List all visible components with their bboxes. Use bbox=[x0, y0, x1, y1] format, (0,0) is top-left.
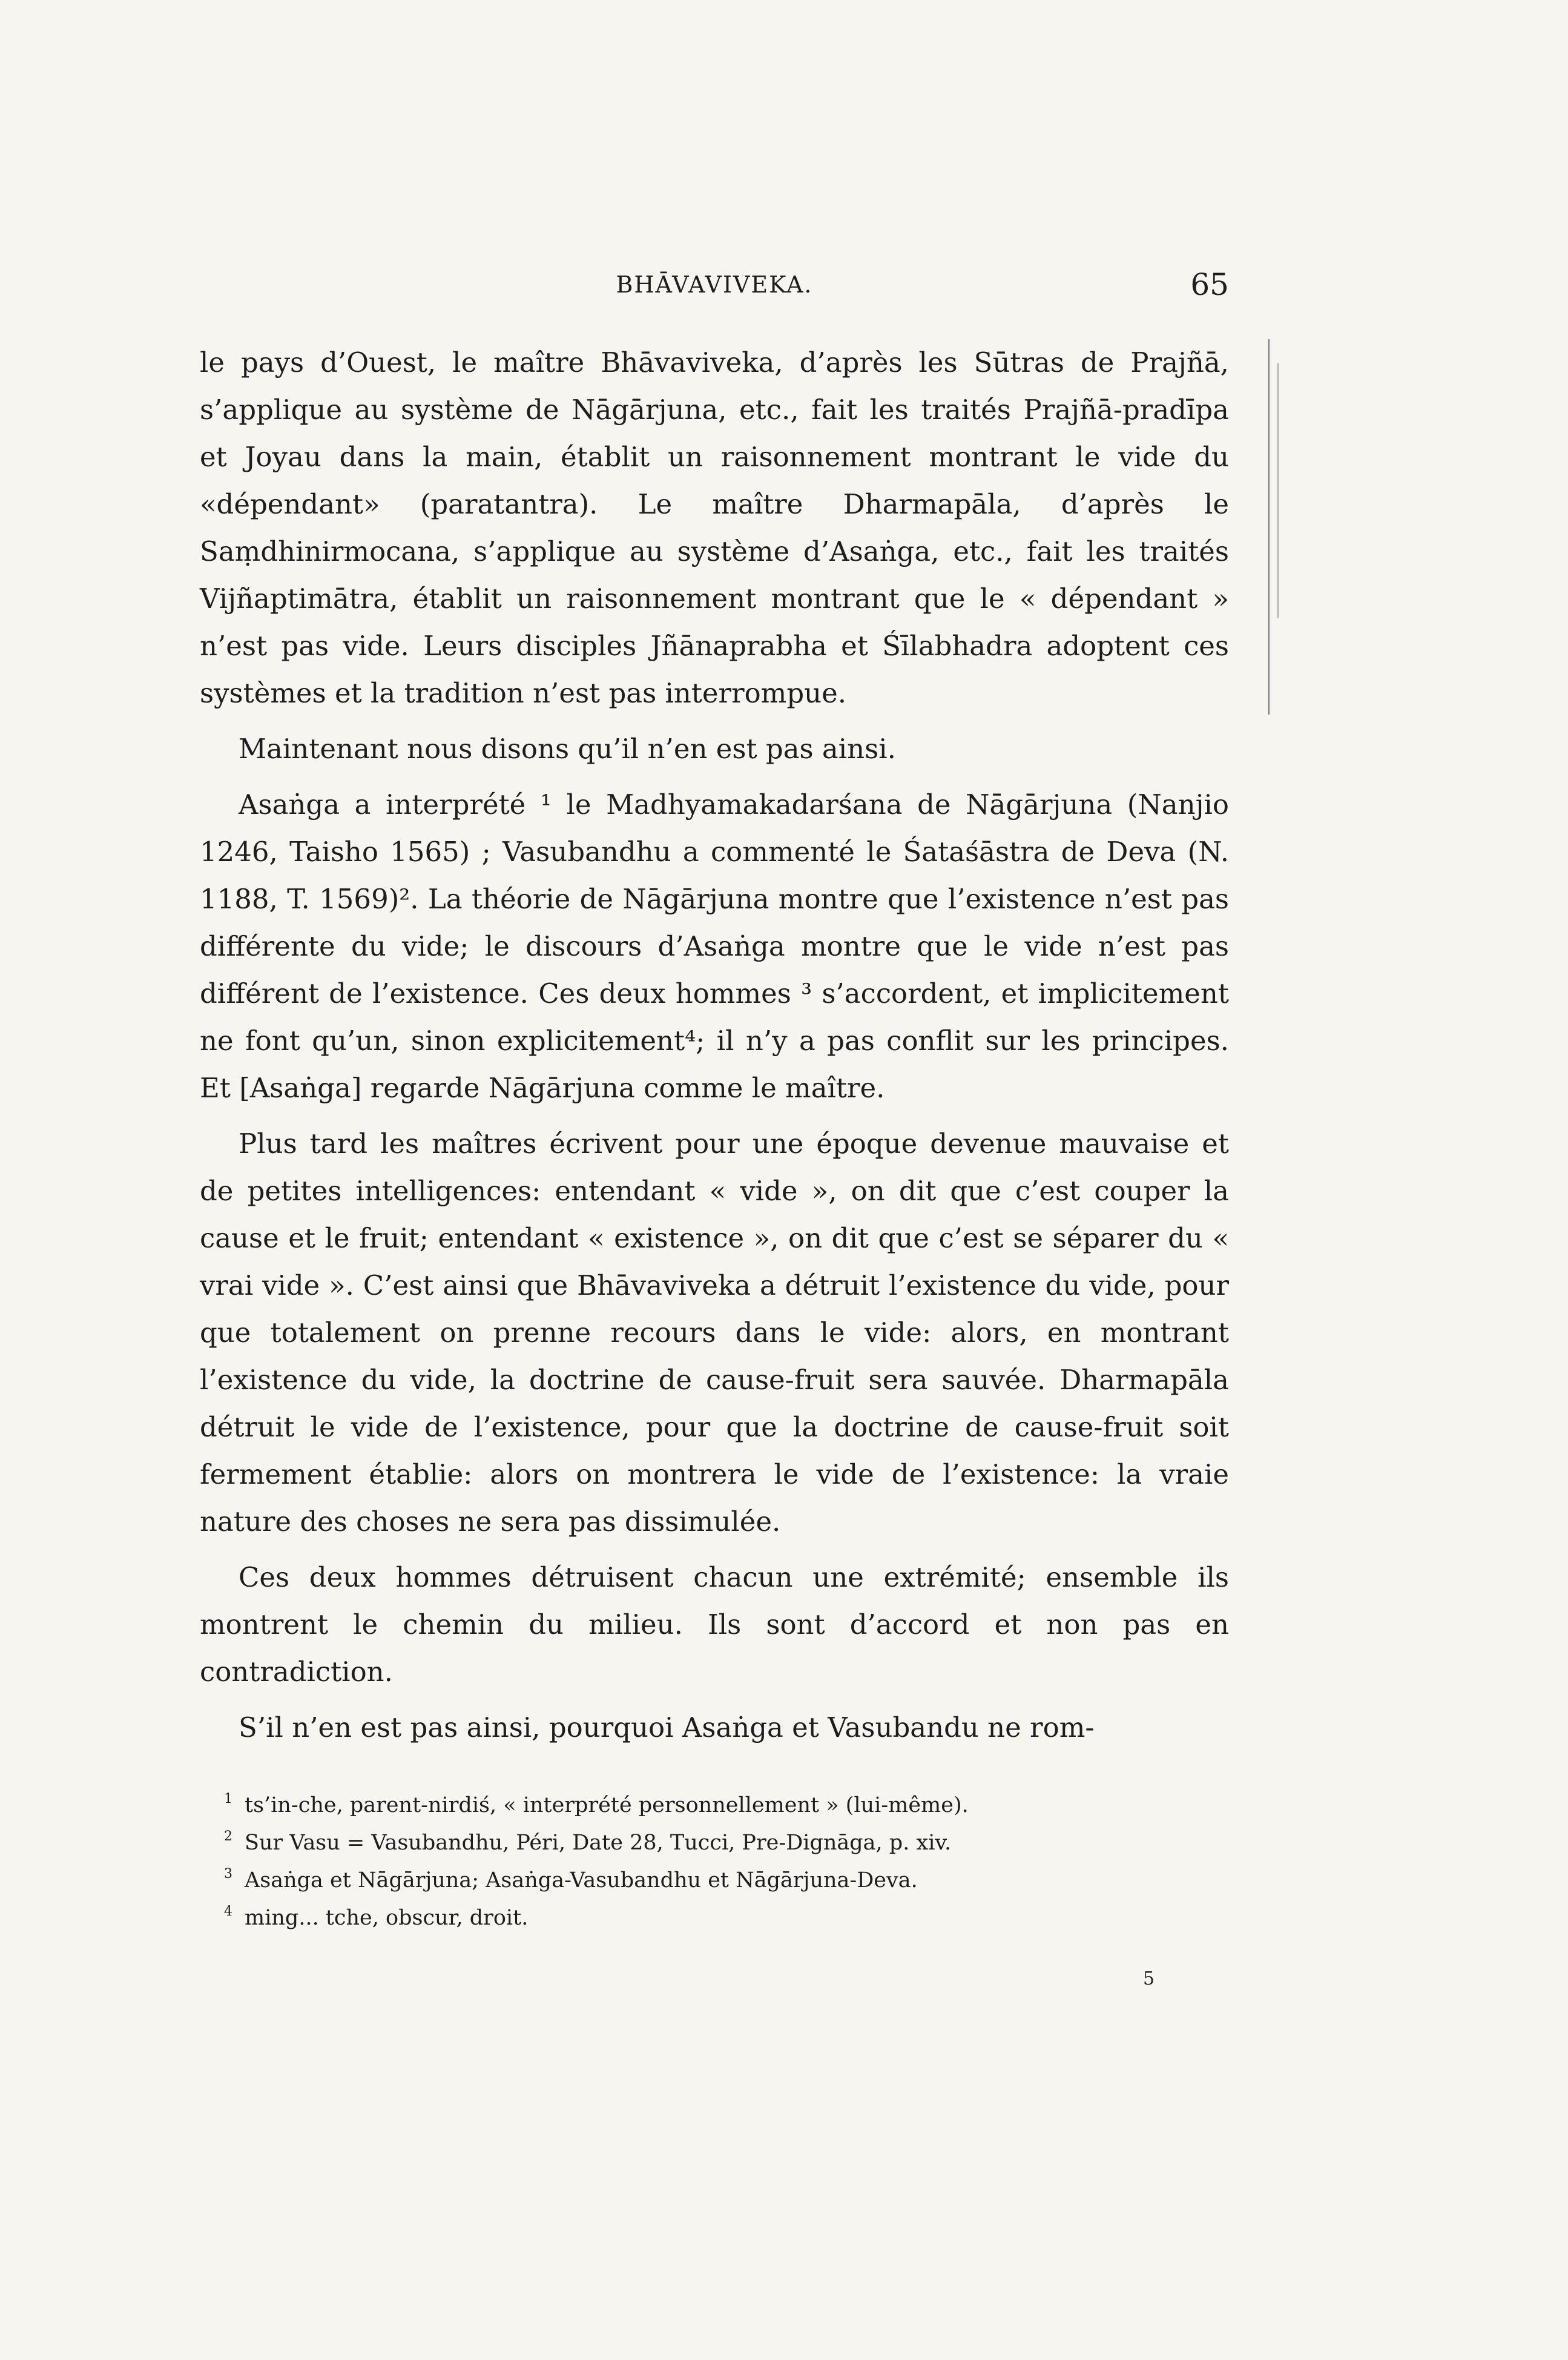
footnote-4 bbox=[224, 1899, 1217, 1937]
margin-mark bbox=[1268, 339, 1270, 715]
paragraph-2: Maintenant nous disons qu’il n’en est pas ainsi. bbox=[239, 733, 896, 765]
margin-mark bbox=[1277, 363, 1279, 618]
footnote-4-mark: 4 bbox=[224, 1904, 232, 1919]
footnote-4-text: ming... tche, obscur, droit. bbox=[245, 1906, 529, 1930]
body-text bbox=[200, 339, 1229, 1760]
running-title: BHĀVAVIVEKA. bbox=[616, 271, 813, 298]
footnote-2 bbox=[224, 1824, 1217, 1862]
footnote-3-mark: 3 bbox=[224, 1866, 232, 1882]
footnote-2-mark: 2 bbox=[224, 1829, 232, 1844]
page-number: 65 bbox=[1190, 267, 1229, 302]
footnote-1-text: ts’in-che, parent-nirdiś, « interprété personnellement » (lui-même). bbox=[245, 1793, 969, 1817]
footnotes bbox=[224, 1787, 1217, 1937]
footnote-2-text: Sur Vasu = Vasubandhu, Péri, Date 28, Tucci, Pre-Dignāga, p. xiv. bbox=[245, 1831, 952, 1855]
paragraph-3: Asaṅga a interprété ¹ le Madhyamakadarśana de Nāgārjuna (Nanjio 1246, Taisho 1565) ; Vasubandhu a commenté le Śataśāstra de Deva (N. 1188, T. 1569)². La théorie de Nāgārjuna montre que l’existence n’est pas différente du vide; le discours d’Asaṅga montre que le vide n’est pas différent de l’existence. Ces deux hommes ³ s’accordent, et implicitement ne font qu’un, sinon explicitement⁴; il n’y a pas conflit sur les principes. Et [Asaṅga] regarde Nāgārjuna comme le maître. bbox=[200, 788, 1229, 1104]
paragraph-5: Ces deux hommes détruisent chacun une extrémité; ensemble ils montrent le chemin du milieu. Ils sont d’accord et non pas en contradiction. bbox=[200, 1561, 1229, 1688]
paragraph-4: Plus tard les maîtres écrivent pour une époque devenue mauvaise et de petites intelligences: entendant « vide », on dit que c’est couper la cause et le fruit; entendant « existence », on dit que c’est se séparer du « vrai vide ». C’est ainsi que Bhāvaviveka a détruit l’existence du vide, pour que totalement on prenne recours dans le vide: alors, en montrant l’existence du vide, la doctrine de cause-fruit sera sauvée. Dharmapāla détruit le vide de l’existence, pour que la doctrine de cause-fruit soit fermement établie: alors on montrera le vide de l’existence: la vraie nature des choses ne sera pas dissimulée. bbox=[200, 1128, 1229, 1538]
footnote-1-mark: 1 bbox=[224, 1791, 232, 1806]
footnote-1 bbox=[224, 1787, 1217, 1824]
footnote-3-text: Asaṅga et Nāgārjuna; Asaṅga-Vasubandhu et Nāgārjuna-Deva. bbox=[245, 1868, 918, 1892]
paragraph-6: S’il n’en est pas ainsi, pourquoi Asaṅga et Vasubandu ne rom- bbox=[239, 1711, 1095, 1744]
paragraph-1: le pays d’Ouest, le maître Bhāvaviveka, d’après les Sūtras de Prajñā, s’applique au système de Nāgārjuna, etc., fait les traités Prajñā-pradīpa et Joyau dans la main, établit un raisonnement montrant le vide du «dépendant» (paratantra). Le maître Dharmapāla, d’après le Saṃdhinirmocana, s’applique au système d’Asaṅga, etc., fait les traités Vijñaptimātra, établit un raisonnement montrant que le « dépendant » n’est pas vide. Leurs disciples Jñānaprabha et Śīlabhadra adoptent ces systèmes et la tradition n’est pas interrompue. bbox=[200, 346, 1229, 709]
page-header bbox=[200, 260, 1229, 309]
signature-mark: 5 bbox=[1143, 1968, 1155, 1989]
footnote-3 bbox=[224, 1862, 1217, 1899]
